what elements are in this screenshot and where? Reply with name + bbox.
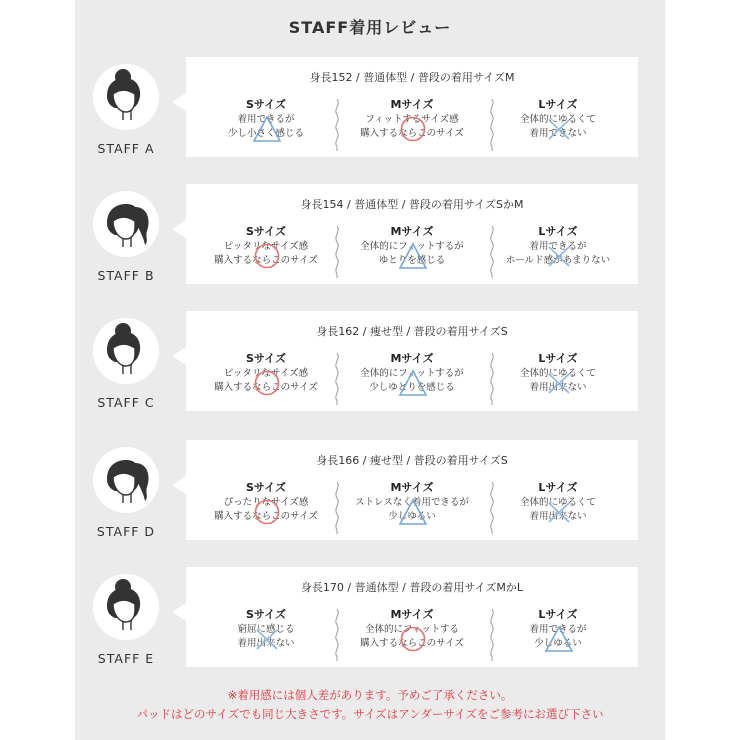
wavy-divider bbox=[333, 226, 341, 282]
cross-mark-icon bbox=[543, 498, 575, 530]
size-label: Mサイズ bbox=[390, 352, 434, 365]
size-comment-line2: 購入するならこのサイズ bbox=[214, 382, 318, 393]
size-label: Sサイズ bbox=[245, 352, 287, 365]
triangle-mark-icon bbox=[251, 115, 283, 147]
size-comment-line1: 全体的にフィットする bbox=[365, 624, 459, 635]
size-comment-line1: 全体的にフィットするが bbox=[360, 241, 464, 252]
staff-spec: 身長162 / 痩せ型 / 普段の着用サイズS bbox=[316, 325, 508, 338]
size-comment-line1: ぴったりなサイズ感 bbox=[223, 497, 309, 508]
review-card bbox=[186, 567, 638, 667]
size-label: Sサイズ bbox=[245, 481, 287, 494]
wavy-divider bbox=[488, 226, 496, 282]
size-label: Sサイズ bbox=[245, 98, 287, 111]
size-review bbox=[196, 97, 336, 155]
staff-row bbox=[75, 567, 665, 677]
staff-spec: 身長152 / 普通体型 / 普段の着用サイズM bbox=[309, 71, 515, 84]
size-comment-line1: 着用できるが bbox=[237, 114, 295, 125]
size-comment-line2: 購入するならこのサイズ bbox=[360, 638, 464, 649]
size-label: Sサイズ bbox=[245, 225, 287, 238]
circle-mark-icon bbox=[251, 498, 283, 530]
size-label: Mサイズ bbox=[390, 225, 434, 238]
card-pointer bbox=[172, 476, 186, 494]
circle-mark-icon bbox=[251, 369, 283, 401]
size-comment-line1: ピッタリなサイズ感 bbox=[223, 368, 309, 379]
size-comment-line2: 購入するならこのサイズ bbox=[214, 511, 318, 522]
staff-name: STAFF C bbox=[97, 395, 155, 410]
staff-name: STAFF B bbox=[97, 268, 155, 283]
size-comment-line2: 着用出来ない bbox=[237, 638, 295, 649]
size-comment-line1: 全体的にゆるくて bbox=[519, 114, 596, 125]
size-review bbox=[342, 351, 482, 409]
staff-row bbox=[75, 57, 665, 167]
size-comment-line1: 全体的にゆるくて bbox=[519, 497, 596, 508]
wavy-divider bbox=[333, 99, 341, 155]
size-label: Lサイズ bbox=[538, 98, 578, 111]
card-pointer bbox=[172, 603, 186, 621]
size-review bbox=[488, 351, 628, 409]
size-label: Lサイズ bbox=[538, 352, 578, 365]
staff-avatar bbox=[93, 447, 159, 513]
page-title: STAFF着用レビュー bbox=[288, 18, 452, 37]
note-line-2: パッドはどのサイズでも同じ大きさです。サイズはアンダーサイズをご参考にお選び下さい bbox=[136, 707, 604, 721]
size-comment-line2: 着用出来ない bbox=[529, 511, 587, 522]
size-comment-line2: 購入するならこのサイズ bbox=[360, 128, 464, 139]
size-review bbox=[488, 224, 628, 282]
size-comment-line2: 少し小さく感じる bbox=[227, 128, 304, 139]
size-comment-line1: ピッタリなサイズ感 bbox=[223, 241, 309, 252]
staff-name: STAFF D bbox=[96, 524, 156, 539]
wavy-divider bbox=[333, 353, 341, 409]
cross-mark-icon bbox=[251, 625, 283, 657]
size-comment-line1: ストレスなく着用できるが bbox=[355, 497, 469, 508]
size-review bbox=[196, 480, 336, 538]
size-review bbox=[196, 607, 336, 665]
cross-mark-icon bbox=[543, 242, 575, 274]
circle-mark-icon bbox=[397, 625, 429, 657]
size-label: Mサイズ bbox=[390, 98, 434, 111]
size-review bbox=[342, 97, 482, 155]
size-comment-line2: 着用できない bbox=[529, 128, 587, 139]
wavy-divider bbox=[488, 482, 496, 538]
review-card bbox=[186, 184, 638, 284]
wavy-divider bbox=[488, 609, 496, 665]
size-review bbox=[342, 480, 482, 538]
size-review bbox=[196, 224, 336, 282]
triangle-mark-icon bbox=[397, 498, 429, 530]
size-label: Sサイズ bbox=[245, 608, 287, 621]
staff-spec: 身長154 / 普通体型 / 普段の着用サイズSかM bbox=[300, 198, 524, 211]
wavy-divider bbox=[488, 99, 496, 155]
size-comment-line2: ゆとりを感じる bbox=[378, 255, 446, 266]
card-pointer bbox=[172, 220, 186, 238]
staff-avatar bbox=[93, 318, 159, 384]
staff-row bbox=[75, 184, 665, 294]
triangle-mark-icon bbox=[397, 369, 429, 401]
card-pointer bbox=[172, 347, 186, 365]
staff-name: STAFF A bbox=[97, 141, 155, 156]
review-card bbox=[186, 311, 638, 411]
size-review bbox=[342, 224, 482, 282]
size-label: Lサイズ bbox=[538, 481, 578, 494]
size-review bbox=[488, 607, 628, 665]
size-review bbox=[342, 607, 482, 665]
staff-spec: 身長166 / 痩せ型 / 普段の着用サイズS bbox=[316, 454, 508, 467]
size-comment-line2: 購入するならこのサイズ bbox=[214, 255, 318, 266]
staff-row bbox=[75, 311, 665, 421]
staff-avatar bbox=[93, 574, 159, 640]
size-comment-line2: 少しゆるい bbox=[534, 638, 582, 649]
size-review bbox=[488, 97, 628, 155]
size-comment-line1: 着用できるが bbox=[529, 241, 587, 252]
wavy-divider bbox=[488, 353, 496, 409]
size-review bbox=[488, 480, 628, 538]
cross-mark-icon bbox=[543, 369, 575, 401]
size-label: Lサイズ bbox=[538, 608, 578, 621]
circle-mark-icon bbox=[251, 242, 283, 274]
size-label: Mサイズ bbox=[390, 608, 434, 621]
review-card bbox=[186, 440, 638, 540]
review-card bbox=[186, 57, 638, 157]
cross-mark-icon bbox=[543, 115, 575, 147]
staff-row bbox=[75, 440, 665, 550]
triangle-mark-icon bbox=[397, 242, 429, 274]
size-comment-line2: ホールド感があまりない bbox=[505, 255, 611, 266]
circle-mark-icon bbox=[397, 115, 429, 147]
size-label: Lサイズ bbox=[538, 225, 578, 238]
wavy-divider bbox=[333, 609, 341, 665]
size-comment-line1: 窮屈に感じる bbox=[237, 624, 295, 635]
size-comment-line2: 少しゆとりを感じる bbox=[369, 382, 455, 393]
wavy-divider bbox=[333, 482, 341, 538]
staff-spec: 身長170 / 普通体型 / 普段の着用サイズMかL bbox=[300, 581, 524, 594]
staff-avatar bbox=[93, 191, 159, 257]
size-comment-line1: フィットするサイズ感 bbox=[365, 114, 459, 125]
triangle-mark-icon bbox=[543, 625, 575, 657]
staff-avatar bbox=[93, 64, 159, 130]
size-comment-line1: 着用できるが bbox=[529, 624, 587, 635]
size-comment-line1: 全体的にゆるくて bbox=[519, 368, 596, 379]
card-pointer bbox=[172, 93, 186, 111]
size-review bbox=[196, 351, 336, 409]
note-line-1: ※着用感には個人差があります。予めご了承ください。 bbox=[227, 688, 513, 702]
size-label: Mサイズ bbox=[390, 481, 434, 494]
size-comment-line1: 全体的にフィットするが bbox=[360, 368, 464, 379]
staff-name: STAFF E bbox=[97, 651, 155, 666]
size-comment-line2: 少しゆるい bbox=[388, 511, 436, 522]
size-comment-line2: 着用出来ない bbox=[529, 382, 587, 393]
